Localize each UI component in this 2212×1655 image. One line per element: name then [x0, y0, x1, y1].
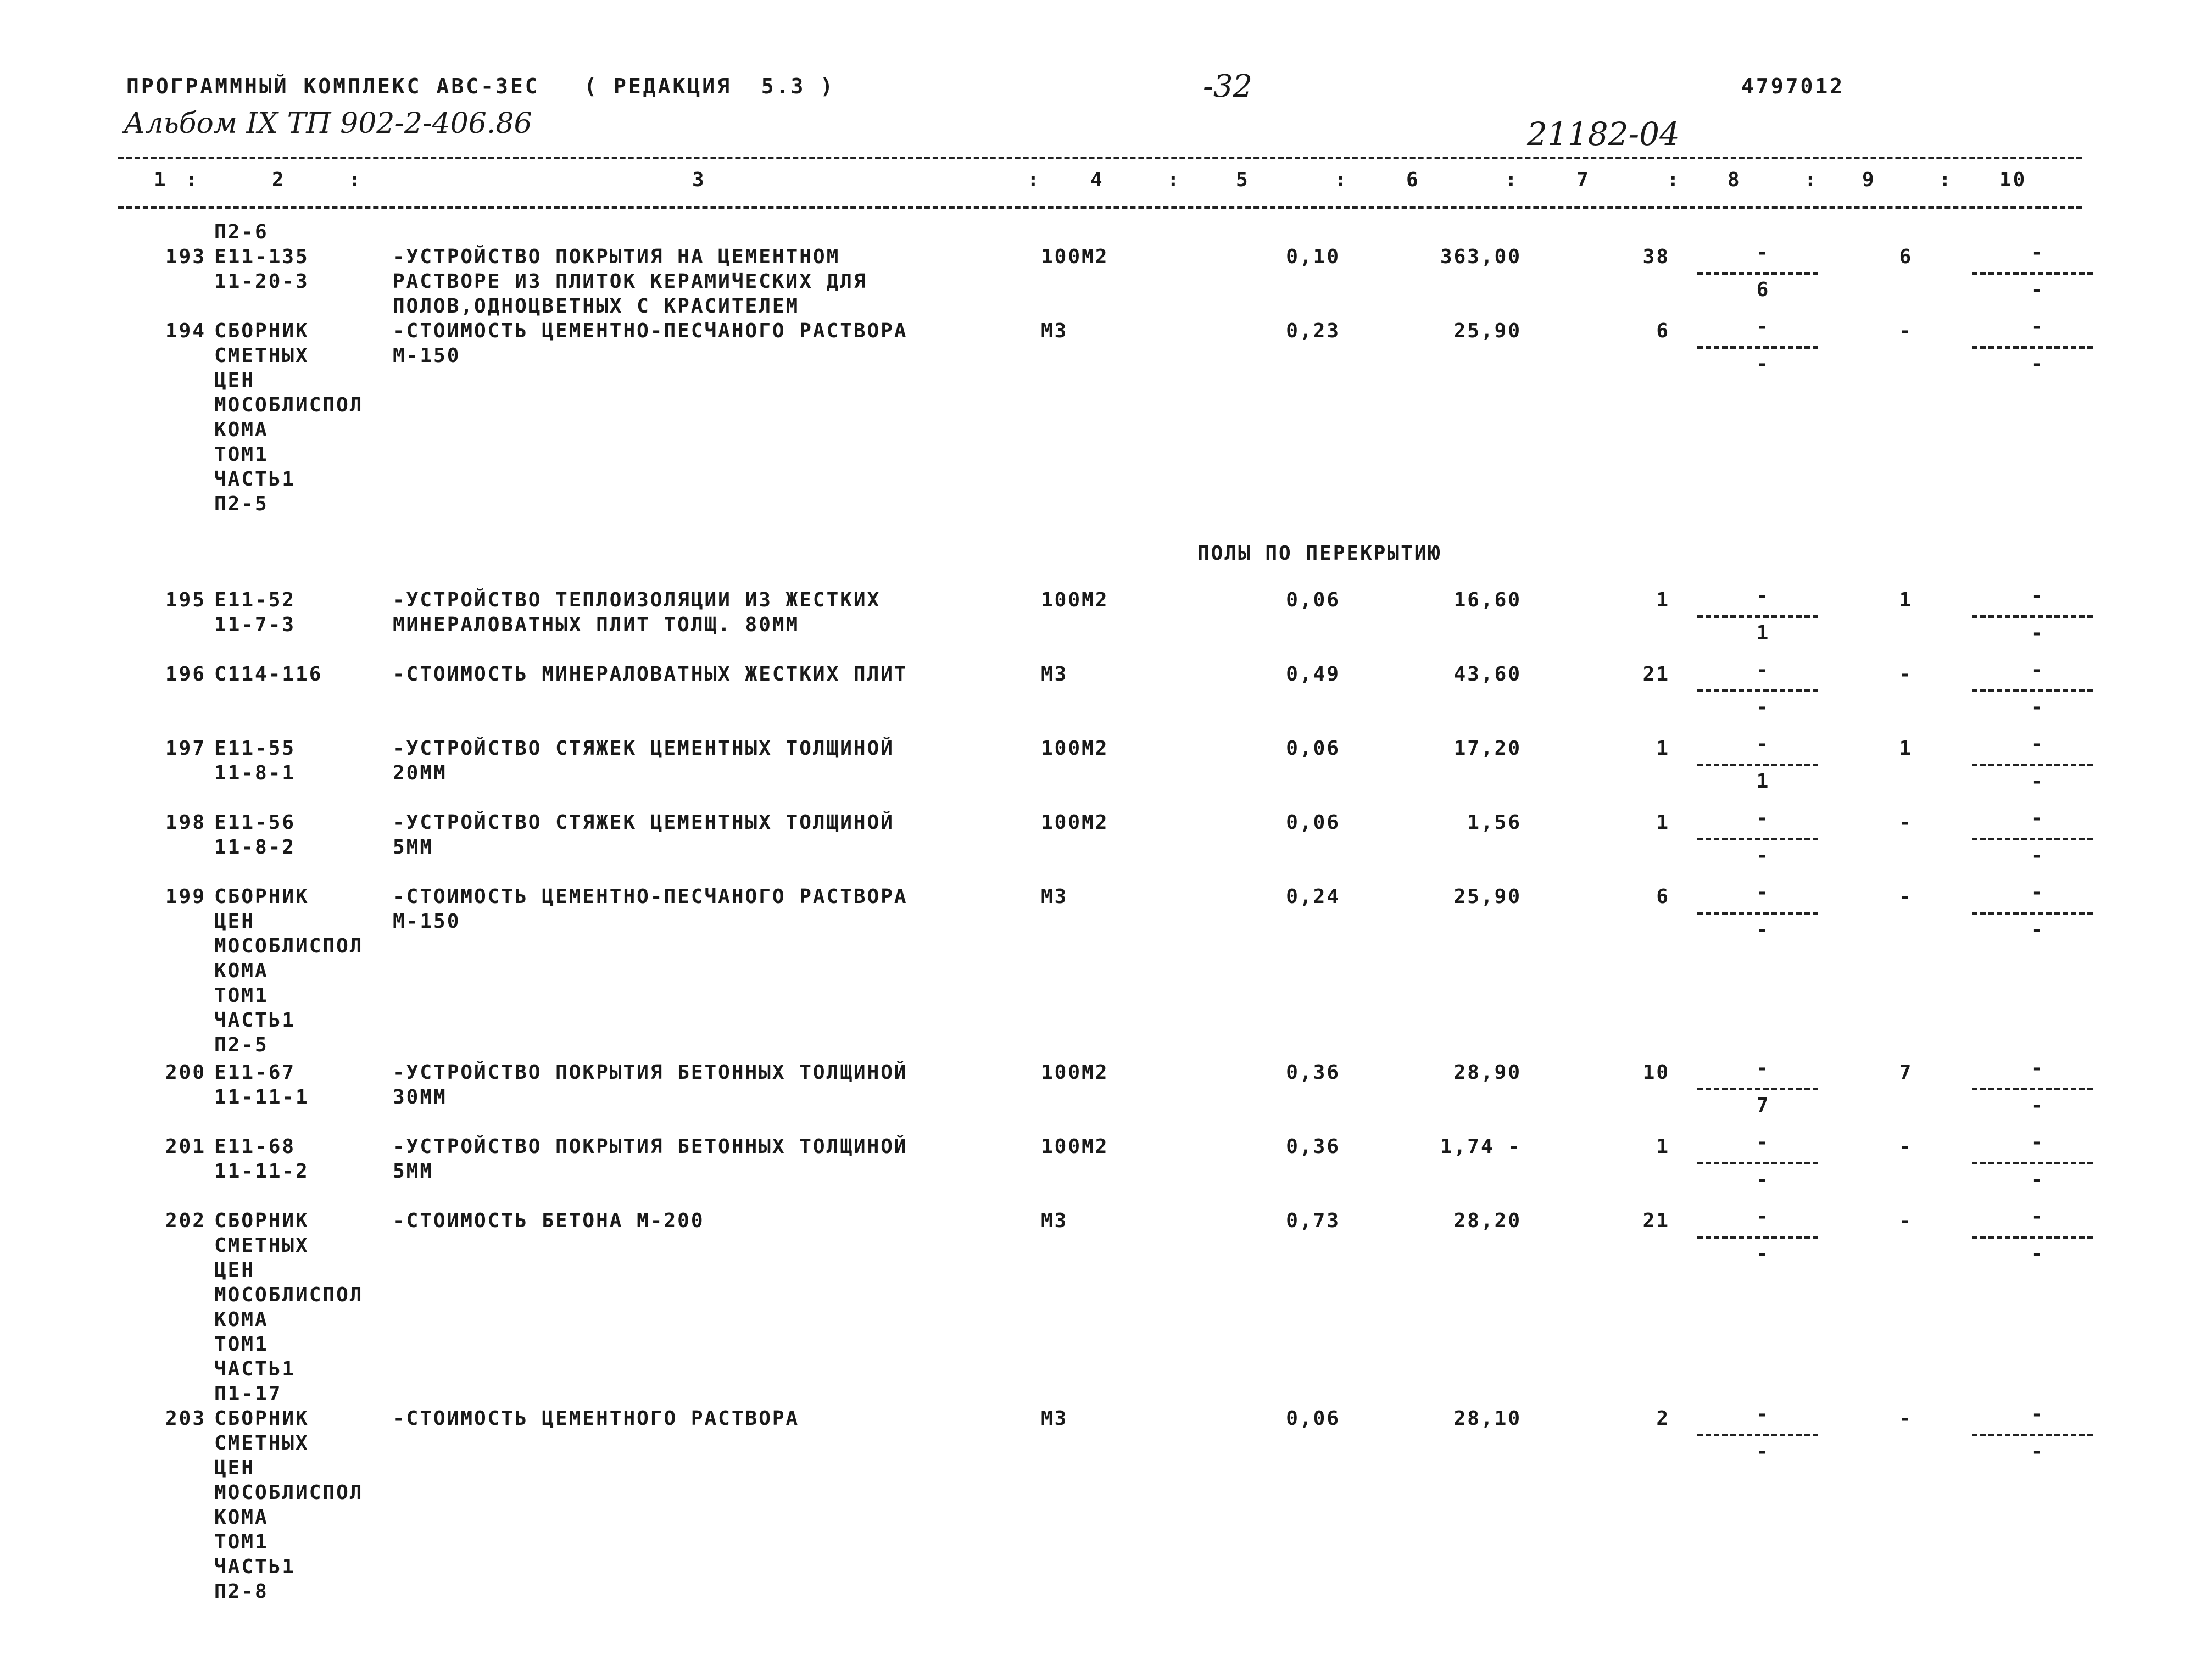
row-unit: 100М2 — [1041, 589, 1109, 611]
row-code: КОМА — [214, 1308, 269, 1331]
row-quantity: 0,06 — [1286, 589, 1340, 611]
col-separator: : — [186, 169, 199, 191]
row-price: 43,60 — [1453, 663, 1522, 686]
row-price: 25,90 — [1453, 320, 1522, 342]
row-quantity: 0,23 — [1286, 320, 1340, 342]
fraction-rule — [1697, 912, 1818, 915]
row-number: 195 — [165, 589, 206, 611]
row-code: ЦЕН — [214, 369, 255, 392]
row-description: -СТОИМОСТЬ ЦЕМЕНТНОГО РАСТВОРА — [393, 1407, 800, 1430]
continuation-code: П2-6 — [214, 221, 269, 243]
row-description: 30ММ — [393, 1086, 447, 1108]
row-description: -УСТРОЙСТВО ПОКРЫТИЯ НА ЦЕМЕНТНОМ — [393, 246, 840, 268]
row-code: С114-116 — [214, 663, 323, 686]
row-code: СБОРНИК — [214, 320, 309, 342]
fraction-rule — [1972, 1434, 2093, 1436]
row-number: 197 — [165, 737, 206, 760]
row-price: 17,20 — [1453, 737, 1522, 760]
col-separator: : — [1667, 169, 1681, 191]
row-col8-bottom: - — [1756, 1168, 1770, 1191]
col-header-4: 4 — [1090, 169, 1104, 191]
fraction-rule — [1972, 689, 2093, 692]
fraction-rule — [1972, 346, 2093, 349]
row-code: 11-8-2 — [214, 836, 296, 859]
fraction-rule — [1697, 272, 1818, 275]
row-code: ЦЕН — [214, 1259, 255, 1281]
row-col8-top: - — [1756, 1131, 1770, 1154]
row-code: КОМА — [214, 960, 269, 982]
col-header-9: 9 — [1862, 169, 1876, 191]
row-col10-top: - — [2031, 659, 2045, 681]
row-code: ТОМ1 — [214, 1531, 269, 1553]
section-heading: ПОЛЫ ПО ПЕРЕКРЫТИЮ — [1197, 542, 1442, 565]
row-code: Е11-55 — [214, 737, 296, 760]
row-unit: М3 — [1041, 885, 1068, 908]
row-description: РАСТВОРЕ ИЗ ПЛИТОК КЕРАМИЧЕСКИХ ДЛЯ — [393, 270, 867, 293]
row-col7: 2 — [1656, 1407, 1670, 1430]
row-code: ТОМ1 — [214, 984, 269, 1007]
row-col8-bottom: 7 — [1756, 1094, 1770, 1117]
row-col8-bottom: 1 — [1756, 770, 1770, 793]
row-col8-bottom: - — [1756, 1440, 1770, 1463]
row-col10-top: - — [2031, 1403, 2045, 1425]
fraction-rule — [1972, 615, 2093, 618]
row-description: -СТОИМОСТЬ БЕТОНА М-200 — [393, 1210, 705, 1232]
row-col8-top: - — [1756, 584, 1770, 607]
fraction-rule — [1697, 1236, 1818, 1239]
row-quantity: 0,24 — [1286, 885, 1340, 908]
row-description: МИНЕРАЛОВАТНЫХ ПЛИТ ТОЛЩ. 80ММ — [393, 614, 800, 636]
page-number: -32 — [1203, 69, 1253, 104]
row-col10-bottom: - — [2031, 770, 2045, 793]
row-code: МОСОБЛИСПОЛ — [214, 935, 364, 957]
document-number: 4797012 — [1741, 74, 1845, 98]
row-col9: 1 — [1899, 737, 1913, 760]
row-unit: М3 — [1041, 663, 1068, 686]
row-code: МОСОБЛИСПОЛ — [214, 1481, 364, 1504]
row-code: ЧАСТЬ1 — [214, 1009, 296, 1032]
row-code: МОСОБЛИСПОЛ — [214, 394, 364, 416]
row-col7: 1 — [1656, 1135, 1670, 1158]
row-code: 11-8-1 — [214, 762, 296, 784]
row-col7: 1 — [1656, 811, 1670, 834]
row-code: П2-8 — [214, 1580, 269, 1603]
row-col8-top: - — [1756, 659, 1770, 681]
row-description: М-150 — [393, 910, 461, 933]
row-col10-bottom: - — [2031, 622, 2045, 644]
row-quantity: 0,49 — [1286, 663, 1340, 686]
row-description: -СТОИМОСТЬ ЦЕМЕНТНО-ПЕСЧАНОГО РАСТВОРА — [393, 885, 908, 908]
row-price: 25,90 — [1453, 885, 1522, 908]
row-unit: 100М2 — [1041, 246, 1109, 268]
fraction-rule — [1972, 838, 2093, 840]
row-description: 20ММ — [393, 762, 447, 784]
row-unit: 100М2 — [1041, 737, 1109, 760]
row-code: СМЕТНЫХ — [214, 344, 309, 367]
row-col8-bottom: - — [1756, 696, 1770, 718]
row-code: ТОМ1 — [214, 443, 269, 466]
row-code: СМЕТНЫХ — [214, 1234, 309, 1257]
row-code: Е11-52 — [214, 589, 296, 611]
row-col10-bottom: - — [2031, 918, 2045, 941]
row-code: 11-11-2 — [214, 1160, 309, 1183]
row-col9: - — [1899, 1135, 1913, 1158]
row-code: ЦЕН — [214, 910, 255, 933]
row-code: СБОРНИК — [214, 885, 309, 908]
row-col8-top: - — [1756, 1403, 1770, 1425]
row-col10-bottom: - — [2031, 1440, 2045, 1463]
row-col7: 1 — [1656, 737, 1670, 760]
row-unit: 100М2 — [1041, 1061, 1109, 1084]
row-col10-top: - — [2031, 1131, 2045, 1154]
row-code: ЧАСТЬ1 — [214, 1556, 296, 1578]
row-col9: - — [1899, 885, 1913, 908]
row-col9: - — [1899, 1210, 1913, 1232]
row-code: Е11-135 — [214, 246, 309, 268]
row-description: -СТОИМОСТЬ ЦЕМЕНТНО-ПЕСЧАНОГО РАСТВОРА — [393, 320, 908, 342]
row-price: 363,00 — [1440, 246, 1522, 268]
col-header-5: 5 — [1236, 169, 1250, 191]
row-col7: 21 — [1642, 663, 1670, 686]
row-code: КОМА — [214, 419, 269, 441]
fraction-rule — [1697, 1088, 1818, 1090]
row-quantity: 0,06 — [1286, 1407, 1340, 1430]
row-unit: 100М2 — [1041, 1135, 1109, 1158]
col-separator: : — [1804, 169, 1818, 191]
row-quantity: 0,36 — [1286, 1061, 1340, 1084]
fraction-rule — [1972, 764, 2093, 766]
row-col7: 21 — [1642, 1210, 1670, 1232]
row-col9: - — [1899, 811, 1913, 834]
row-col10-bottom: - — [2031, 278, 2045, 301]
row-col10-bottom: - — [2031, 1168, 2045, 1191]
row-col7: 38 — [1642, 246, 1670, 268]
row-price: 28,20 — [1453, 1210, 1522, 1232]
row-col9: 6 — [1899, 246, 1913, 268]
row-code: СБОРНИК — [214, 1407, 309, 1430]
col-header-1: 1 — [154, 169, 168, 191]
header-bottom-rule — [118, 206, 2082, 209]
header-top-rule — [118, 157, 2082, 159]
row-price: 28,90 — [1453, 1061, 1522, 1084]
row-code: СБОРНИК — [214, 1210, 309, 1232]
col-separator: : — [1335, 169, 1349, 191]
row-code: 11-20-3 — [214, 270, 309, 293]
row-code: П2-5 — [214, 493, 269, 515]
col-separator: : — [1027, 169, 1041, 191]
row-col10-top: - — [2031, 733, 2045, 755]
row-number: 198 — [165, 811, 206, 834]
row-description: -УСТРОЙСТВО СТЯЖЕК ЦЕМЕНТНЫХ ТОЛЩИНОЙ — [393, 811, 894, 834]
row-description: М-150 — [393, 344, 461, 367]
row-code: Е11-56 — [214, 811, 296, 834]
row-col7: 6 — [1656, 320, 1670, 342]
fraction-rule — [1972, 1162, 2093, 1164]
row-code: СМЕТНЫХ — [214, 1432, 309, 1455]
row-code: ЧАСТЬ1 — [214, 1358, 296, 1380]
row-unit: М3 — [1041, 1407, 1068, 1430]
row-quantity: 0,73 — [1286, 1210, 1340, 1232]
row-description: 5ММ — [393, 1160, 434, 1183]
row-number: 194 — [165, 320, 206, 342]
row-code: 11-11-1 — [214, 1086, 309, 1108]
row-number: 199 — [165, 885, 206, 908]
col-header-7: 7 — [1576, 169, 1590, 191]
row-unit: М3 — [1041, 320, 1068, 342]
row-number: 193 — [165, 246, 206, 268]
row-code: ТОМ1 — [214, 1333, 269, 1356]
row-col8-bottom: - — [1756, 844, 1770, 867]
fraction-rule — [1697, 838, 1818, 840]
row-col10-top: - — [2031, 584, 2045, 607]
row-number: 200 — [165, 1061, 206, 1084]
col-header-10: 10 — [1999, 169, 2027, 191]
row-code: П1-17 — [214, 1383, 282, 1405]
row-col8-top: - — [1756, 1057, 1770, 1079]
row-number: 201 — [165, 1135, 206, 1158]
fraction-rule — [1697, 1434, 1818, 1436]
row-col8-bottom: 1 — [1756, 622, 1770, 644]
row-code: Е11-67 — [214, 1061, 296, 1084]
row-description: -УСТРОЙСТВО СТЯЖЕК ЦЕМЕНТНЫХ ТОЛЩИНОЙ — [393, 737, 894, 760]
row-col9: 1 — [1899, 589, 1913, 611]
row-col9: 7 — [1899, 1061, 1913, 1084]
row-col9: - — [1899, 663, 1913, 686]
row-price: 28,10 — [1453, 1407, 1522, 1430]
col-header-6: 6 — [1406, 169, 1420, 191]
col-header-8: 8 — [1728, 169, 1741, 191]
col-separator: : — [1505, 169, 1519, 191]
row-col10-top: - — [2031, 807, 2045, 829]
row-col10-top: - — [2031, 1057, 2045, 1079]
col-header-3: 3 — [692, 169, 706, 191]
program-title: ПРОГРАММНЫЙ КОМПЛЕКС АВС-3ЕС ( РЕДАКЦИЯ 5.3 ) — [126, 74, 835, 98]
row-number: 202 — [165, 1210, 206, 1232]
row-code: Е11-68 — [214, 1135, 296, 1158]
row-description: ПОЛОВ,ОДНОЦВЕТНЫХ С КРАСИТЕЛЕМ — [393, 295, 800, 317]
row-quantity: 0,06 — [1286, 811, 1340, 834]
row-col10-top: - — [2031, 315, 2045, 338]
row-description: -СТОИМОСТЬ МИНЕРАЛОВАТНЫХ ЖЕСТКИХ ПЛИТ — [393, 663, 908, 686]
row-description: 5ММ — [393, 836, 434, 859]
row-col9: - — [1899, 320, 1913, 342]
fraction-rule — [1972, 912, 2093, 915]
row-code: МОСОБЛИСПОЛ — [214, 1284, 364, 1306]
row-col10-bottom: - — [2031, 1242, 2045, 1265]
row-col8-top: - — [1756, 807, 1770, 829]
fraction-rule — [1972, 1236, 2093, 1239]
row-unit: М3 — [1041, 1210, 1068, 1232]
row-unit: 100М2 — [1041, 811, 1109, 834]
row-col8-top: - — [1756, 733, 1770, 755]
row-col7: 10 — [1642, 1061, 1670, 1084]
row-col10-top: - — [2031, 881, 2045, 904]
row-quantity: 0,06 — [1286, 737, 1340, 760]
project-code: 21182-04 — [1527, 115, 1680, 153]
col-separator: : — [1939, 169, 1953, 191]
row-code: ЧАСТЬ1 — [214, 468, 296, 491]
col-separator: : — [349, 169, 363, 191]
row-code: КОМА — [214, 1506, 269, 1529]
row-col10-bottom: - — [2031, 353, 2045, 375]
row-price: 1,56 — [1467, 811, 1522, 834]
row-description: -УСТРОЙСТВО ПОКРЫТИЯ БЕТОННЫХ ТОЛЩИНОЙ — [393, 1135, 908, 1158]
row-col8-top: - — [1756, 315, 1770, 338]
row-col10-bottom: - — [2031, 844, 2045, 867]
row-price: 16,60 — [1453, 589, 1522, 611]
fraction-rule — [1697, 346, 1818, 349]
album-reference: Альбом IX ТП 902-2-406.86 — [124, 107, 532, 140]
row-col8-bottom: - — [1756, 918, 1770, 941]
row-code: П2-5 — [214, 1034, 269, 1056]
fraction-rule — [1697, 615, 1818, 618]
row-col7: 6 — [1656, 885, 1670, 908]
row-col8-bottom: - — [1756, 353, 1770, 375]
row-number: 203 — [165, 1407, 206, 1430]
fraction-rule — [1697, 689, 1818, 692]
row-number: 196 — [165, 663, 206, 686]
row-col8-top: - — [1756, 881, 1770, 904]
row-col10-top: - — [2031, 1205, 2045, 1228]
row-col10-bottom: - — [2031, 1094, 2045, 1117]
row-col7: 1 — [1656, 589, 1670, 611]
row-description: -УСТРОЙСТВО ТЕПЛОИЗОЛЯЦИИ ИЗ ЖЕСТКИХ — [393, 589, 881, 611]
fraction-rule — [1697, 1162, 1818, 1164]
row-code: ЦЕН — [214, 1457, 255, 1479]
row-col8-top: - — [1756, 1205, 1770, 1228]
row-col8-bottom: - — [1756, 1242, 1770, 1265]
fraction-rule — [1972, 1088, 2093, 1090]
row-col10-bottom: - — [2031, 696, 2045, 718]
row-col9: - — [1899, 1407, 1913, 1430]
row-col10-top: - — [2031, 241, 2045, 264]
row-quantity: 0,36 — [1286, 1135, 1340, 1158]
col-separator: : — [1167, 169, 1181, 191]
row-price: 1,74 - — [1440, 1135, 1522, 1158]
row-quantity: 0,10 — [1286, 246, 1340, 268]
row-description: -УСТРОЙСТВО ПОКРЫТИЯ БЕТОННЫХ ТОЛЩИНОЙ — [393, 1061, 908, 1084]
fraction-rule — [1972, 272, 2093, 275]
row-code: 11-7-3 — [214, 614, 296, 636]
col-header-2: 2 — [272, 169, 286, 191]
row-col8-bottom: 6 — [1756, 278, 1770, 301]
row-col8-top: - — [1756, 241, 1770, 264]
fraction-rule — [1697, 764, 1818, 766]
